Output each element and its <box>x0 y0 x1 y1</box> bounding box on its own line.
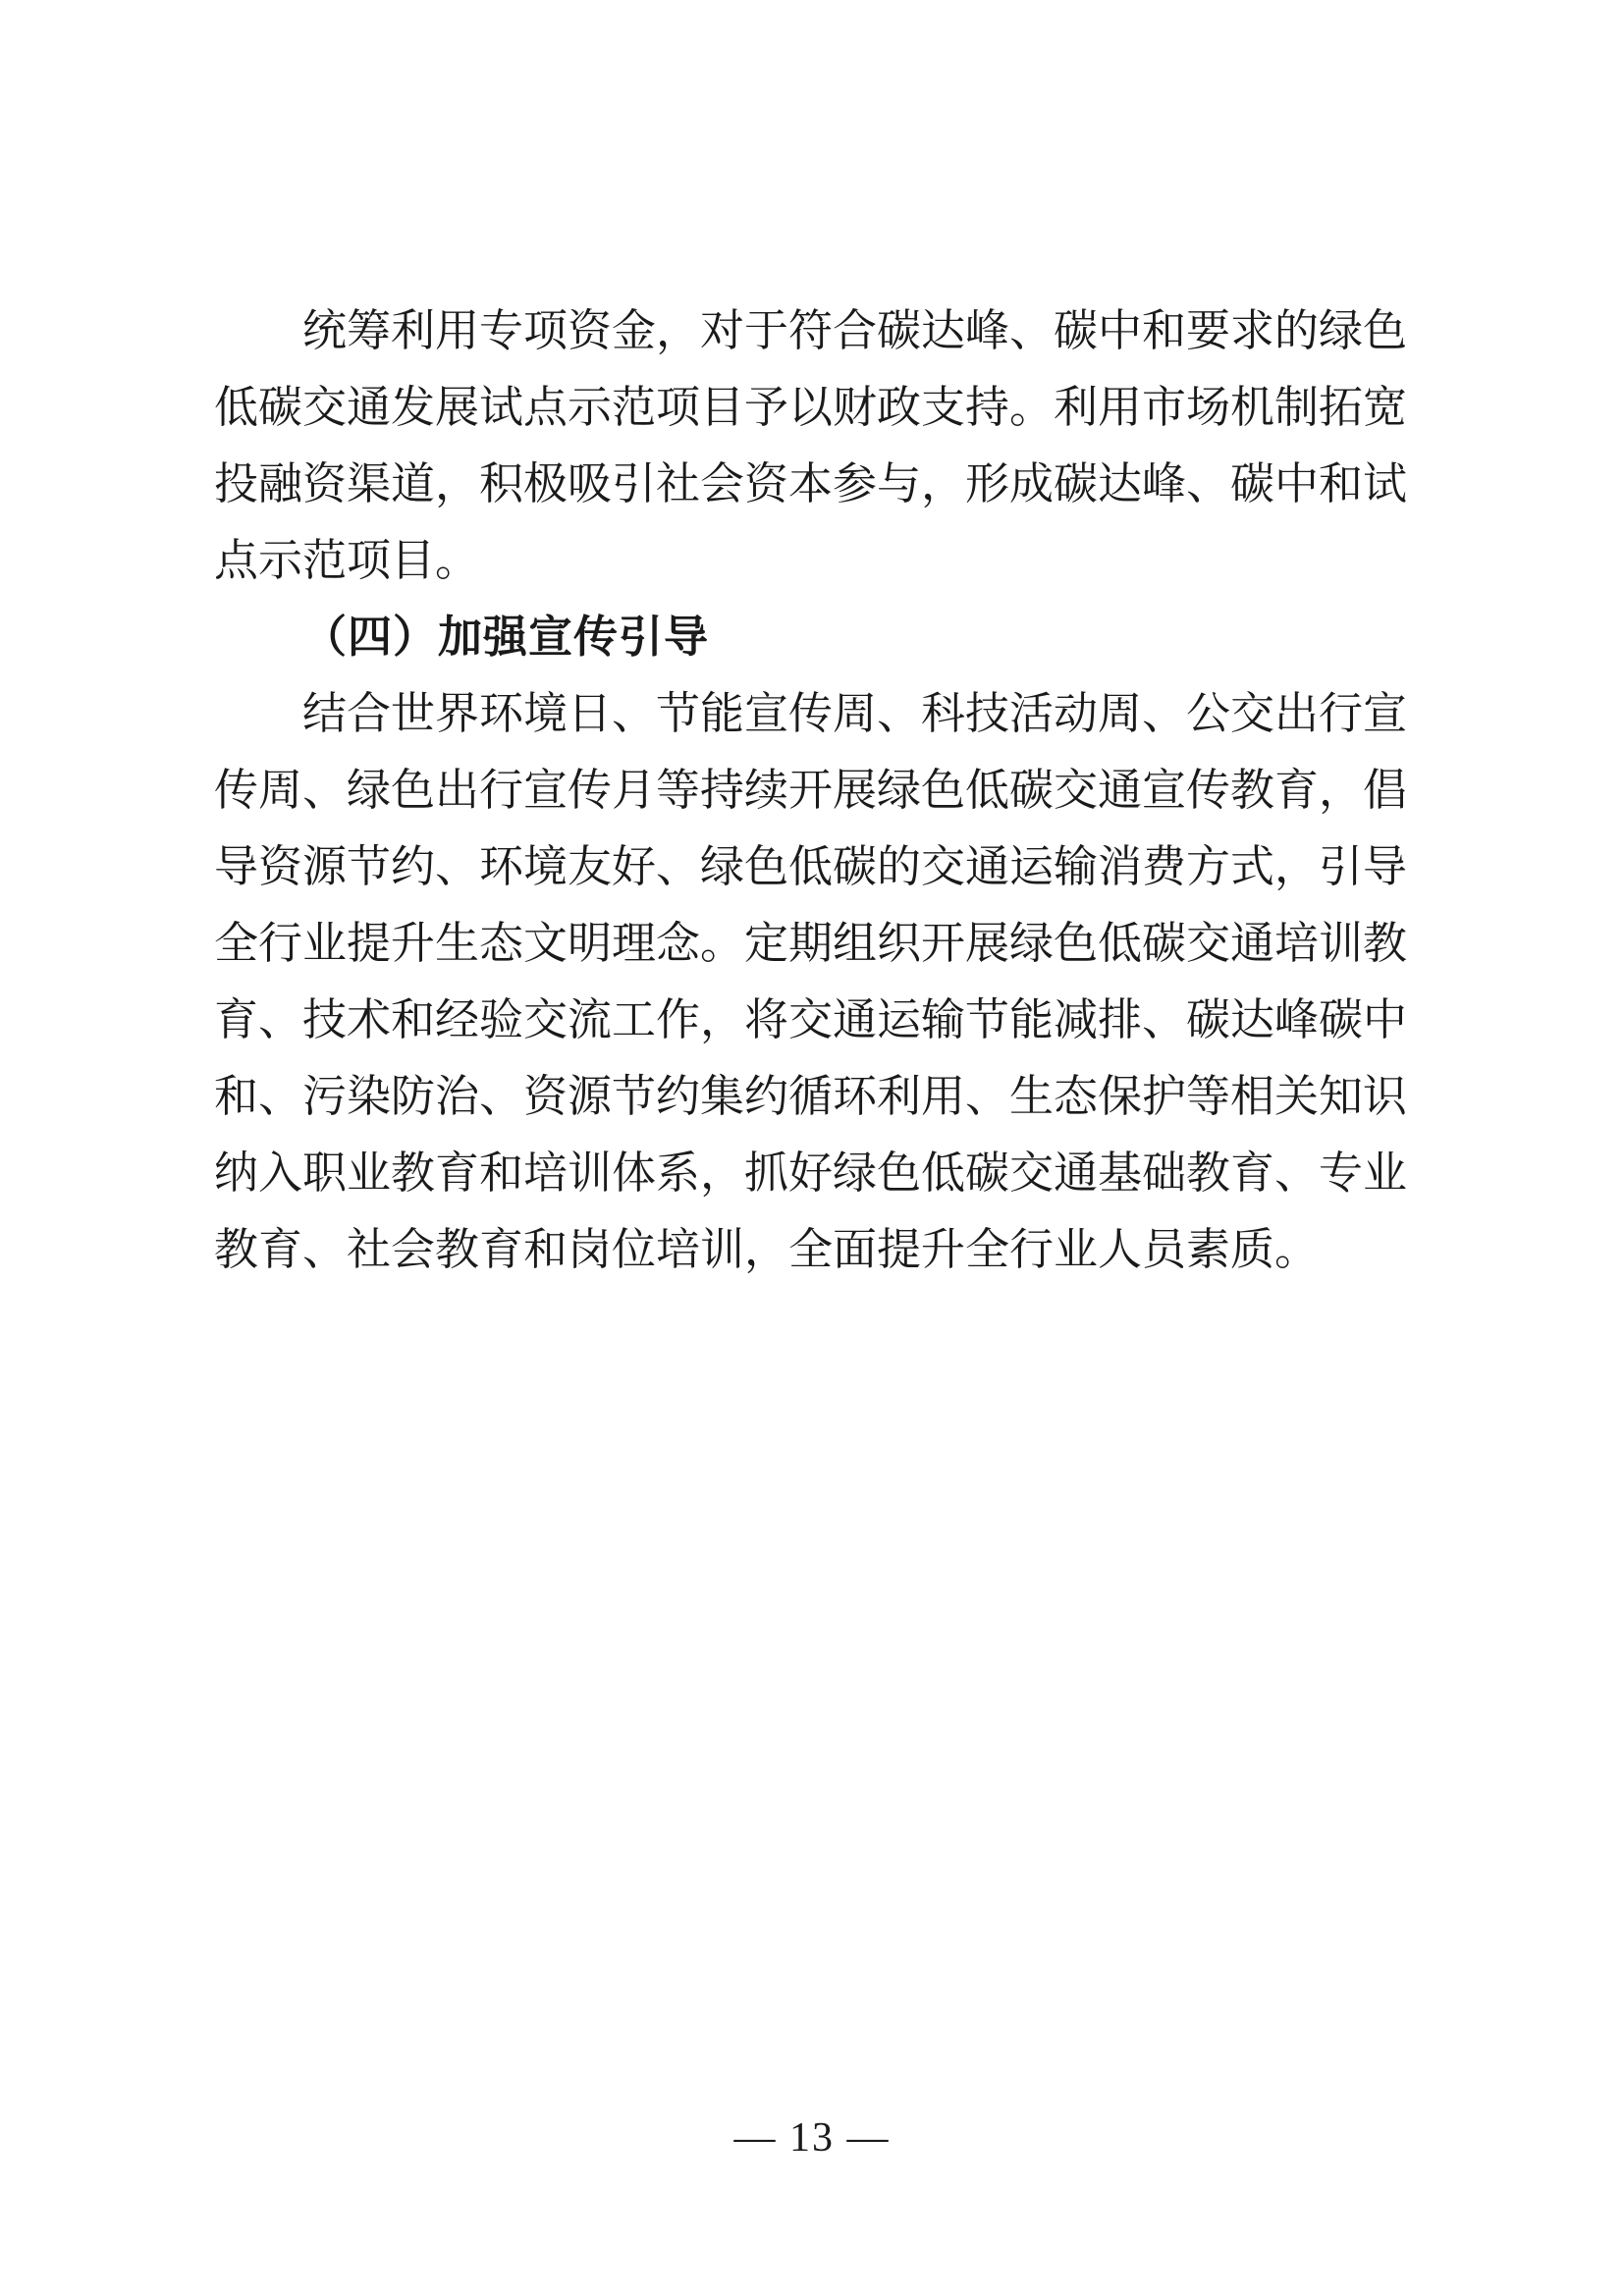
paragraph1-line-1: 统筹利用专项资金，对于符合碳达峰、碳中和要求的绿色 <box>302 306 1408 355</box>
paragraph2-line-5: 育、技术和经验交流工作，将交通运输节能减排、碳达峰碳中 <box>214 995 1408 1044</box>
paragraph1-line-2: 低碳交通发展试点示范项目予以财政支持。利用市场机制拓宽 <box>214 383 1408 432</box>
paragraph2-line-4: 全行业提升生态文明理念。定期组织开展绿色低碳交通培训教 <box>214 919 1408 968</box>
paragraph2-line-3: 导资源节约、环境友好、绿色低碳的交通运输消费方式，引导 <box>214 842 1408 891</box>
page-number: — 13 — <box>733 2115 891 2161</box>
section-heading: （四）加强宣传引导 <box>302 613 710 662</box>
paragraph2-line-7: 纳入职业教育和培训体系，抓好绿色低碳交通基础教育、专业 <box>214 1148 1408 1198</box>
paragraph1-line-3: 投融资渠道，积极吸引社会资本参与，形成碳达峰、碳中和试 <box>214 459 1408 508</box>
document-body <box>214 293 1412 1288</box>
paragraph2-line-8: 教育、社会教育和岗位培训，全面提升全行业人员素质。 <box>214 1225 1320 1274</box>
paragraph2-line-6: 和、污染防治、资源节约集约循环利用、生态保护等相关知识 <box>214 1072 1408 1121</box>
paragraph1-line-4: 点示范项目。 <box>214 536 480 585</box>
paragraph2-line-1: 结合世界环境日、节能宣传周、科技活动周、公交出行宣 <box>302 689 1408 738</box>
paragraph2-line-2: 传周、绿色出行宣传月等持续开展绿色低碳交通宣传教育，倡 <box>214 766 1408 815</box>
